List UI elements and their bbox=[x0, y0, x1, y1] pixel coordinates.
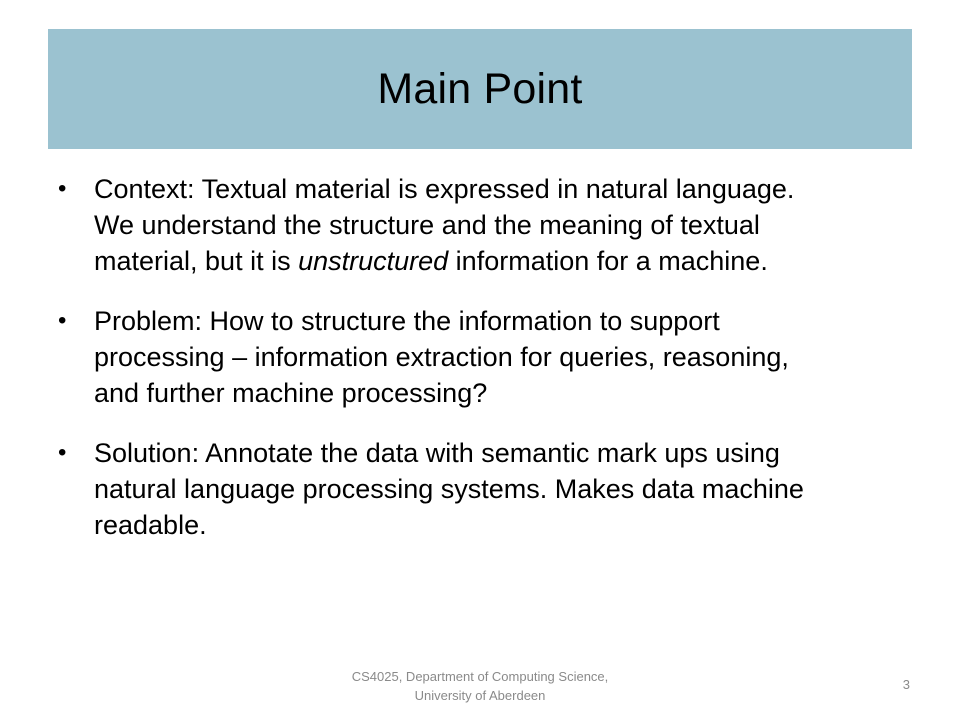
bullet-line: Solution: Annotate the data with semantic mark ups using bbox=[94, 438, 780, 468]
bullet-context bbox=[58, 171, 918, 279]
bullet-line: readable. bbox=[94, 510, 207, 540]
bullet-line: Context: Textual material is expressed in natural language. bbox=[94, 174, 795, 204]
bullet-line: natural language processing systems. Makes data machine bbox=[94, 474, 804, 504]
text-run: material, but it is bbox=[94, 246, 299, 276]
bullet-list bbox=[58, 171, 918, 567]
footer-credit bbox=[300, 667, 660, 705]
bullet-line bbox=[94, 243, 918, 279]
footer-line: University of Aberdeen bbox=[414, 688, 546, 703]
bullet-icon: • bbox=[58, 175, 67, 202]
bullet-line: and further machine processing? bbox=[94, 378, 488, 408]
title-bar bbox=[48, 29, 912, 149]
bullet-icon: • bbox=[58, 307, 67, 334]
footer-line: CS4025, Department of Computing Science, bbox=[351, 669, 609, 684]
emphasis-text: unstructured bbox=[298, 246, 449, 276]
bullet-icon: • bbox=[58, 439, 67, 466]
text-run: information for a machine. bbox=[448, 246, 768, 276]
bullet-solution bbox=[58, 435, 918, 543]
bullet-problem bbox=[58, 303, 918, 411]
slide-title: Main Point bbox=[377, 64, 583, 113]
page-number: 3 bbox=[902, 677, 910, 692]
bullet-line: We understand the structure and the meaning of textual bbox=[94, 210, 760, 240]
bullet-line: processing – information extraction for queries, reasoning, bbox=[94, 342, 789, 372]
bullet-line: Problem: How to structure the information to support bbox=[94, 306, 720, 336]
